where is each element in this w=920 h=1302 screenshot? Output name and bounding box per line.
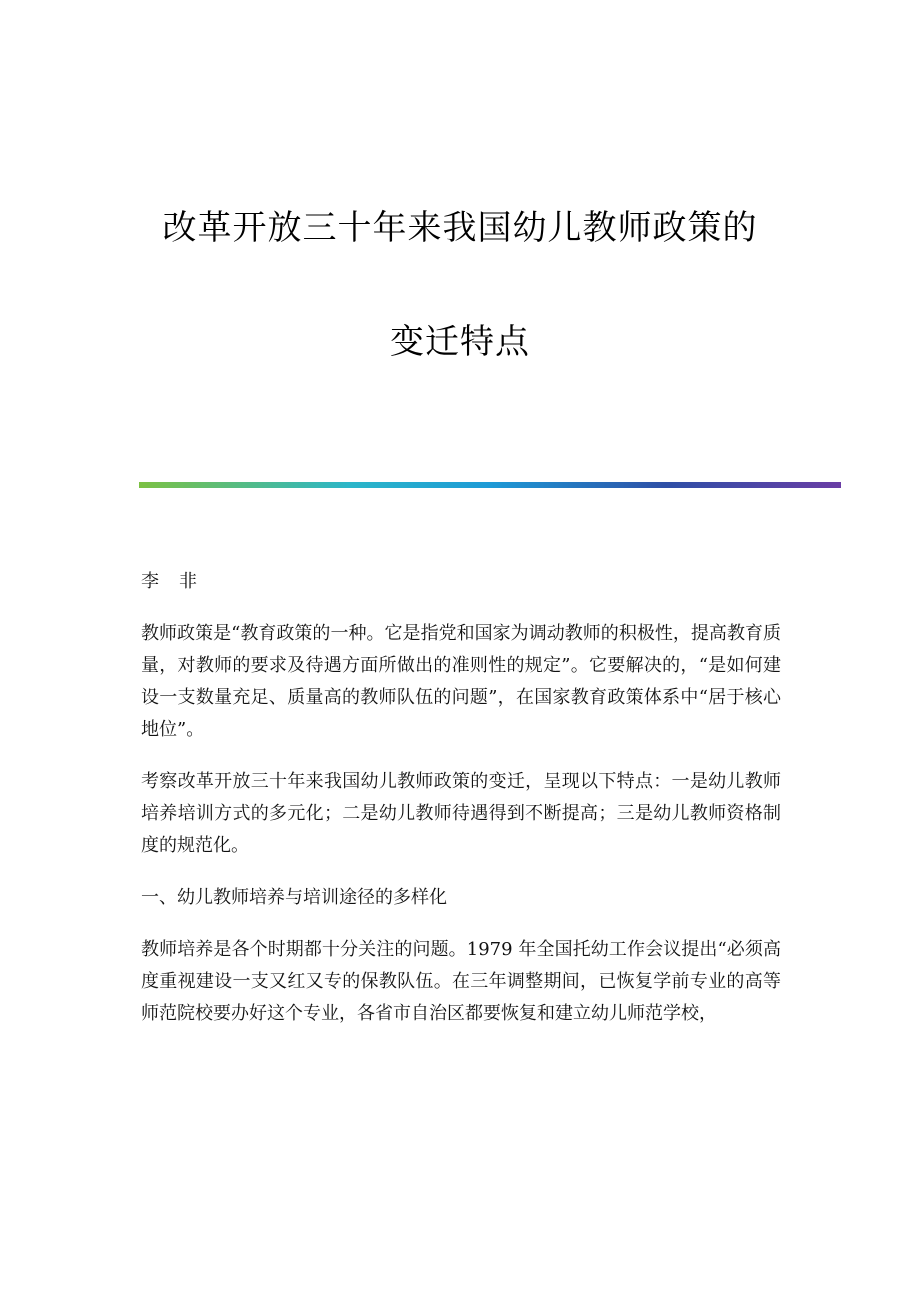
section-paragraph: 教师培养是各个时期都十分关注的问题。1979 年全国托幼工作会议提出“必须高度重视建设一支又红又专的保教队伍。在三年调整期间，已恢复学前专业的高等师范院校要办好这个专业，各省市自治区都要恢复和建立幼儿师范学校， (141, 939, 781, 1024)
document-title (0, 208, 920, 362)
title-line-1: 改革开放三十年来我国幼儿教师政策的 (162, 208, 758, 248)
author-name: 李 非 (141, 571, 198, 592)
gradient-divider (139, 482, 841, 488)
paragraph-2: 考察改革开放三十年来我国幼儿教师政策的变迁，呈现以下特点：一是幼儿教师培养培训方式的多元化；二是幼儿教师待遇得到不断提高；三是幼儿教师资格制度的规范化。 (141, 771, 781, 856)
document-body (141, 566, 781, 1050)
section-heading: 一、幼儿教师培养与培训途径的多样化 (141, 887, 447, 908)
paragraph-1: 教师政策是“教育政策的一种。它是指党和国家为调动教师的积极性，提高教育质量，对教师的要求及待遇方面所做出的准则性的规定”。它要解决的，“是如何建设一支数量充足、质量高的教师队伍的问题”，在国家教育政策体系中“居于核心地位”。 (141, 623, 781, 740)
title-line-2: 变迁特点 (390, 322, 530, 362)
